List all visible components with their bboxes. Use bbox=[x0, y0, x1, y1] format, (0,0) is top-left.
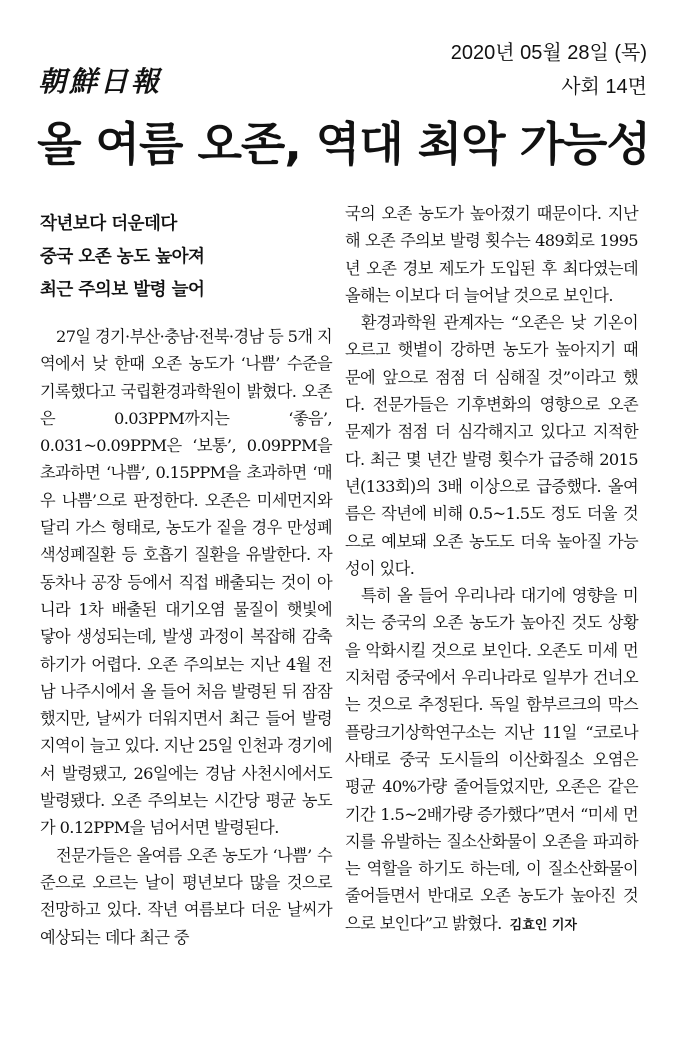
body-text: 특히 올 들어 우리나라 대기에 영향을 미치는 중국의 오존 농도가 높아진 것도 상황을 악화시킬 것으로 보인다. 오존도 미세 먼지처럼 중국에서 우리나라로 일부가 건너오는 것으로 추정된다. 독일 함부르크의 막스플랑크기상학연구소는 지난 11일 “코로나 사태로 중국 도시들의 이산화질소 오염은 평균 40%가량 줄어들었지만, 오존은 같은 기간 1.5~2배가량 증가했다”면서 “미세 먼지를 유발하는 질소산화물이 오존을 파괴하는 역할을 하기도 하는데, 이 질소산화물이 줄어들면서 반대로 오존 농도가 높아진 것으로 보인다”고 밝혔다. bbox=[345, 586, 638, 933]
subheads bbox=[40, 208, 332, 307]
body-paragraph bbox=[345, 582, 638, 939]
body-paragraph: 국의 오존 농도가 높아졌기 때문이다. 지난해 오존 주의보 발령 횟수는 489회로 1995년 오존 경보 제도가 도입된 후 최다였는데 올해는 이보다 더 늘어날 것으로 보인다. bbox=[345, 204, 638, 305]
headline: 올 여름 오존, 역대 최악 가능성 bbox=[37, 117, 650, 171]
byline: 김효인 기자 bbox=[509, 917, 577, 933]
masthead bbox=[0, 0, 687, 110]
newspaper-logo: 朝鮮日報 bbox=[38, 65, 163, 98]
publication-date: 2020년 05월 28일 (목) bbox=[450, 42, 647, 64]
subhead: 중국 오존 농도 높아져 bbox=[40, 247, 205, 267]
left-column bbox=[40, 200, 332, 951]
subhead: 최근 주의보 발령 늘어 bbox=[40, 280, 205, 300]
right-column bbox=[345, 200, 638, 939]
section-page: 사회 14면 bbox=[561, 76, 647, 98]
subhead: 작년보다 더운데다 bbox=[40, 214, 177, 234]
body-paragraph: 환경과학원 관계자는 “오존은 낮 기온이 오르고 햇볕이 강하면 농도가 높아지기 때문에 앞으로 점점 더 심해질 것”이라고 했다. 전문가들은 기후변화의 영향으로 오존 문제가 점점 더 심각해지고 있다고 지적한다. 최근 몇 년간 발령 횟수가 급증해 2015년(133회)의 3배 이상으로 급증했다. 올여름은 작년에 비해 0.5~1.5도 정도 더울 것으로 예보돼 오존 농도도 더욱 높아질 가능성이 있다. bbox=[345, 313, 638, 578]
body-paragraph: 27일 경기·부산·충남·전북·경남 등 5개 지역에서 낮 한때 오존 농도가 ‘나쁨’ 수준을 기록했다고 국립환경과학원이 밝혔다. 오존은 0.03PPM까지는 ‘좋음’, 0.031~0.09PPM은 ‘보통’, 0.09PPM을 초과하면 ‘나쁨’, 0.15PPM을 초과하면 ‘매우 나쁨’으로 판정한다. 오존은 미세먼지와 달리 가스 형태로, 농도가 짙을 경우 만성폐색성폐질환 등 호흡기 질환을 유발한다. 자동차나 공장 등에서 직접 배출되는 것이 아니라 1차 배출된 대기오염 물질이 햇빛에 닿아 생성되는데, 발생 과정이 복잡해 감축하기가 어렵다. 오존 주의보는 지난 4월 전남 나주시에서 올 들어 처음 발령된 뒤 잠잠했지만, 날씨가 더워지면서 최근 들어 발령 지역이 늘고 있다. 지난 25일 인천과 경기에서 발령됐고, 26일에는 경남 사천시에서도 발령됐다. 오존 주의보는 시간당 평균 농도가 0.12PPM을 넘어서면 발령된다. bbox=[40, 327, 332, 838]
body-paragraph: 전문가들은 올여름 오존 농도가 ‘나쁨’ 수준으로 오르는 날이 평년보다 많을 것으로 전망하고 있다. 작년 여름보다 더운 날씨가 예상되는 데다 최근 중 bbox=[40, 845, 332, 947]
